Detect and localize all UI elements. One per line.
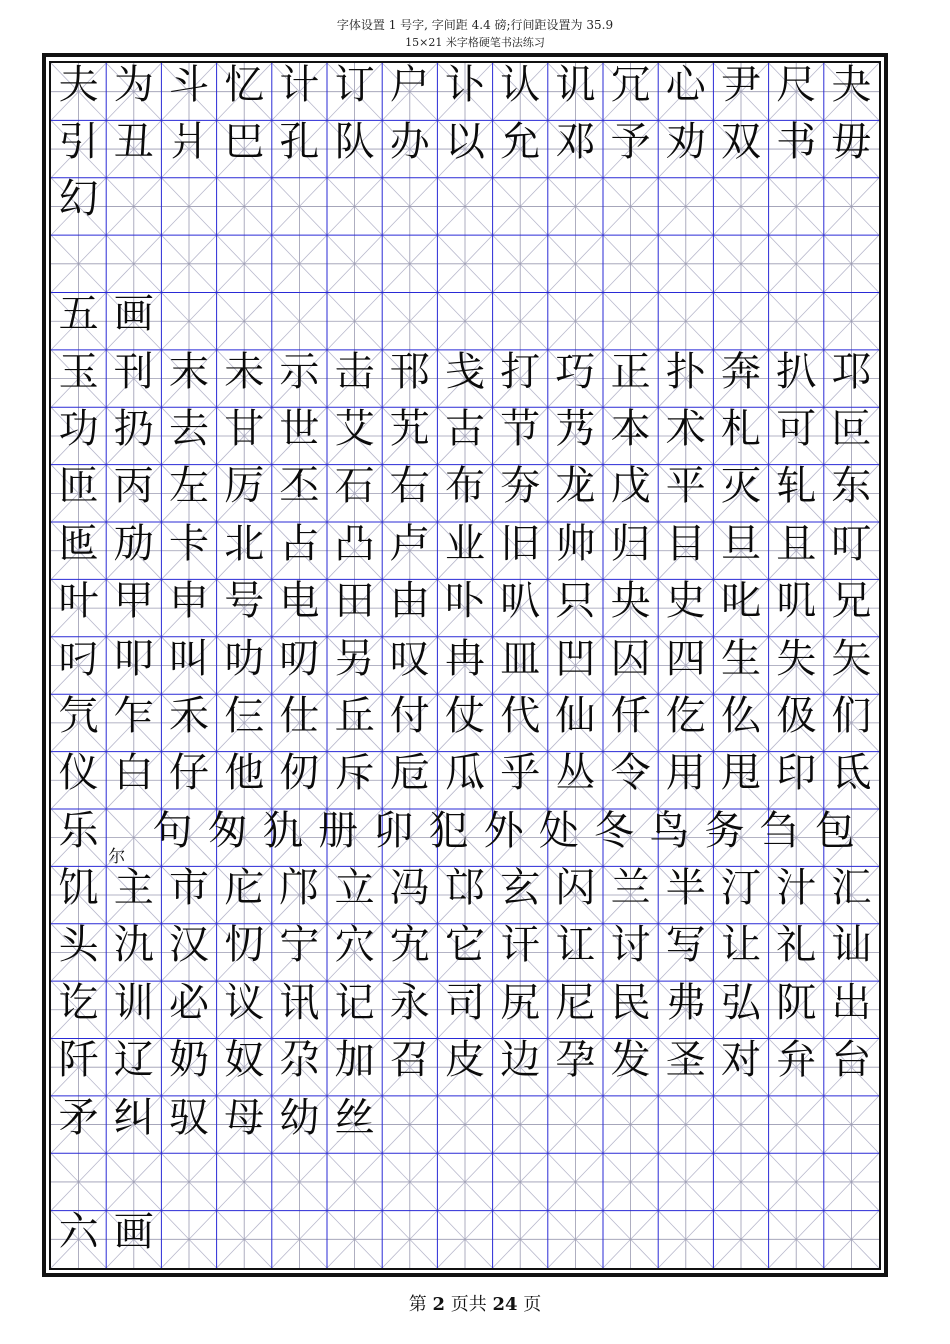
character: 电 <box>279 578 320 625</box>
character: 艾 <box>334 405 375 452</box>
character: 汇 <box>831 865 872 912</box>
character: 汁 <box>776 865 817 912</box>
character: 禾 <box>169 692 209 739</box>
character: 头 <box>58 922 99 969</box>
character: 出 <box>831 979 872 1026</box>
character: 艿 <box>555 405 596 452</box>
character: 务 <box>704 807 745 854</box>
character: 斥 <box>334 750 375 797</box>
character: 旦 <box>721 520 761 567</box>
character: 邙 <box>445 865 485 912</box>
character: 纠 <box>113 1094 154 1141</box>
character: 归 <box>610 520 651 567</box>
character: 毋 <box>831 119 872 166</box>
character: 丕 <box>279 463 320 510</box>
character: 丑 <box>113 119 154 166</box>
character: 功 <box>58 405 99 452</box>
character: 业 <box>445 520 485 567</box>
character: 玉 <box>58 348 99 395</box>
character: 节 <box>500 405 541 452</box>
character: 办 <box>389 119 430 166</box>
character: 丙 <box>113 463 154 510</box>
character: 央 <box>610 578 651 625</box>
character: 汀 <box>721 865 761 912</box>
character: 代 <box>500 692 541 739</box>
character: 孔 <box>279 119 320 166</box>
character: 巴 <box>224 119 265 166</box>
character: 叶 <box>58 578 99 625</box>
character: 扔 <box>113 405 154 452</box>
small-character: 尔 <box>108 847 126 868</box>
character: 乎 <box>500 750 541 797</box>
character: 乐 <box>58 807 99 854</box>
character: 用 <box>665 750 706 797</box>
character: 让 <box>721 922 761 969</box>
character: 司 <box>445 979 485 1026</box>
character: 北 <box>224 520 265 567</box>
character: 宁 <box>279 922 320 969</box>
character: 布 <box>445 463 485 510</box>
character: 讥 <box>555 61 596 108</box>
character: 正 <box>610 348 651 395</box>
character: 凸 <box>334 520 375 567</box>
character: 世 <box>279 405 320 452</box>
character: 丛 <box>555 750 596 797</box>
character: 号 <box>224 578 265 625</box>
character: 犰 <box>262 807 303 854</box>
character: 生 <box>721 635 761 682</box>
character: 伋 <box>776 692 817 739</box>
character: 示 <box>279 348 320 395</box>
character: 发 <box>610 1037 651 1084</box>
character: 户 <box>389 61 430 108</box>
character: 田 <box>334 578 375 625</box>
character: 议 <box>224 979 265 1026</box>
character: 匜 <box>58 520 99 567</box>
character: 皿 <box>500 635 541 682</box>
character: 邛 <box>831 348 872 395</box>
character: 瓜 <box>445 750 485 797</box>
character: 石 <box>334 463 375 510</box>
character: 阡 <box>58 1037 99 1084</box>
character: 双 <box>721 119 761 166</box>
character: 讣 <box>445 61 485 108</box>
character: 台 <box>831 1037 872 1084</box>
character: 击 <box>334 348 375 395</box>
character: 印 <box>776 750 817 797</box>
character: 队 <box>334 119 375 166</box>
character: 末 <box>169 348 209 395</box>
character: 艽 <box>389 405 430 452</box>
character: 失 <box>776 635 817 682</box>
character: 忆 <box>224 61 265 108</box>
character: 巧 <box>555 348 596 395</box>
character: 打 <box>500 348 541 395</box>
character: 幻 <box>58 176 99 223</box>
character: 夫 <box>58 61 99 108</box>
character: 占 <box>279 520 320 567</box>
character: 仗 <box>445 692 485 739</box>
character: 仟 <box>610 692 651 739</box>
character: 画 <box>113 291 154 338</box>
footer-middle: 页共 <box>450 1294 487 1315</box>
character: 付 <box>389 692 430 739</box>
character: 术 <box>665 405 706 452</box>
character: 认 <box>500 61 541 108</box>
character: 忉 <box>224 922 265 969</box>
character: 帅 <box>555 520 596 567</box>
character: 民 <box>610 979 651 1026</box>
character: 仨 <box>224 692 265 739</box>
character: 甘 <box>224 405 265 452</box>
character: 卡 <box>169 520 209 567</box>
character: 他 <box>224 750 265 797</box>
character: 计 <box>279 61 320 108</box>
character: 尺 <box>776 61 817 108</box>
character: 立 <box>334 865 375 912</box>
character: 母 <box>224 1094 265 1141</box>
character: 古 <box>445 405 485 452</box>
character: 仫 <box>721 692 761 739</box>
character: 叼 <box>58 635 99 682</box>
character: 辽 <box>113 1037 154 1084</box>
character: 凹 <box>555 635 596 682</box>
character: 叩 <box>113 635 154 682</box>
character: 卢 <box>389 520 430 567</box>
character: 弁 <box>776 1037 817 1084</box>
character: 平 <box>665 463 706 510</box>
character: 匝 <box>58 463 99 510</box>
character: 处 <box>538 807 579 854</box>
character: 五 <box>58 291 99 338</box>
character: 叭 <box>500 578 541 625</box>
character: 矛 <box>58 1094 99 1141</box>
character: 冯 <box>389 865 430 912</box>
character: 可 <box>776 405 817 452</box>
character: 冗 <box>610 61 651 108</box>
character: 市 <box>169 865 209 912</box>
character: 画 <box>113 1209 154 1256</box>
character: 礼 <box>776 922 817 969</box>
character: 为 <box>113 61 154 108</box>
character: 戊 <box>610 463 651 510</box>
character: 召 <box>389 1037 430 1084</box>
character: 永 <box>389 979 430 1026</box>
character: 穴 <box>334 922 375 969</box>
character: 乍 <box>113 692 154 739</box>
character: 叹 <box>389 635 430 682</box>
footer-current-page: 2 <box>432 1294 445 1315</box>
character: 且 <box>776 520 817 567</box>
character: 叽 <box>776 578 817 625</box>
character: 夬 <box>831 61 872 108</box>
character: 讨 <box>610 922 651 969</box>
character: 汉 <box>169 922 209 969</box>
character: 爿 <box>169 119 209 166</box>
character: 厉 <box>224 463 265 510</box>
character: 史 <box>665 578 706 625</box>
character: 驭 <box>169 1094 209 1141</box>
character: 矢 <box>831 635 872 682</box>
character: 宄 <box>389 922 430 969</box>
character: 甲 <box>113 578 154 625</box>
character: 冬 <box>594 807 635 854</box>
character: 邓 <box>555 119 596 166</box>
character: 由 <box>389 578 430 625</box>
character: 弗 <box>665 979 706 1026</box>
character: 冉 <box>445 635 485 682</box>
character: 甩 <box>721 750 761 797</box>
character: 奶 <box>169 1037 209 1084</box>
character: 引 <box>58 119 99 166</box>
footer-suffix: 页 <box>523 1294 542 1315</box>
character: 兄 <box>831 578 872 625</box>
character: 仙 <box>555 692 596 739</box>
character: 玄 <box>500 865 541 912</box>
character: 册 <box>318 807 359 854</box>
character: 加 <box>334 1037 375 1084</box>
character: 轧 <box>776 463 817 510</box>
character: 讦 <box>500 922 541 969</box>
character: 圣 <box>665 1037 706 1084</box>
character: 饥 <box>58 865 99 912</box>
character: 六 <box>58 1209 99 1256</box>
character: 边 <box>500 1037 541 1084</box>
character: 半 <box>665 865 706 912</box>
character: 令 <box>610 750 651 797</box>
character: 主 <box>113 865 154 912</box>
character: 邗 <box>389 348 430 395</box>
character: 以 <box>445 119 485 166</box>
character: 必 <box>169 979 209 1026</box>
character: 训 <box>113 979 154 1026</box>
character: 卟 <box>445 578 485 625</box>
character: 卮 <box>389 750 430 797</box>
character: 孕 <box>555 1037 596 1084</box>
character: 仪 <box>58 750 99 797</box>
character: 另 <box>334 635 375 682</box>
character: 本 <box>610 405 651 452</box>
footer-prefix: 第 <box>408 1294 427 1315</box>
character: 讧 <box>555 922 596 969</box>
character: 尻 <box>500 979 541 1026</box>
character: 氐 <box>831 750 872 797</box>
character: 犯 <box>428 807 469 854</box>
character: 氕 <box>58 692 99 739</box>
character: 札 <box>721 405 761 452</box>
character: 劢 <box>113 520 154 567</box>
character: 弘 <box>721 979 761 1026</box>
character: 叱 <box>721 578 761 625</box>
page-footer <box>0 1290 950 1316</box>
character: 囚 <box>610 635 651 682</box>
character: 灭 <box>721 463 761 510</box>
character: 尕 <box>279 1037 320 1084</box>
character: 丝 <box>334 1094 375 1141</box>
character: 去 <box>169 405 209 452</box>
header-line-2: 15×21 米字格硬笔书法练习 <box>405 36 545 49</box>
character: 奴 <box>224 1037 265 1084</box>
character: 尼 <box>555 979 596 1026</box>
character: 仔 <box>169 750 209 797</box>
character: 夯 <box>500 463 541 510</box>
character: 包 <box>814 807 855 854</box>
character: 心 <box>665 61 706 108</box>
character: 幼 <box>279 1094 320 1141</box>
character: 扑 <box>665 348 706 395</box>
character: 仕 <box>279 692 320 739</box>
character: 四 <box>665 635 706 682</box>
character: 闪 <box>555 865 596 912</box>
character: 讪 <box>831 922 872 969</box>
character: 叮 <box>831 520 872 567</box>
character-rows <box>51 63 879 1268</box>
character: 奔 <box>721 348 761 395</box>
character: 仞 <box>279 750 320 797</box>
character: 白 <box>113 750 154 797</box>
character: 氿 <box>113 922 154 969</box>
character: 外 <box>483 807 524 854</box>
character: 庀 <box>224 865 265 912</box>
character: 阢 <box>776 979 817 1026</box>
character: 戋 <box>445 348 485 395</box>
character: 皮 <box>445 1037 485 1084</box>
character: 讫 <box>58 979 99 1026</box>
character: 们 <box>831 692 872 739</box>
character: 鸟 <box>649 807 690 854</box>
character: 刍 <box>759 807 800 854</box>
character: 右 <box>389 463 430 510</box>
character: 申 <box>169 578 209 625</box>
character: 讯 <box>279 979 320 1026</box>
character: 丘 <box>334 692 375 739</box>
character: 叫 <box>169 635 209 682</box>
character: 仡 <box>665 692 706 739</box>
footer-total-pages: 24 <box>492 1294 518 1315</box>
character: 邝 <box>279 865 320 912</box>
character: 写 <box>665 922 706 969</box>
character: 记 <box>334 979 375 1026</box>
character: 扒 <box>776 348 817 395</box>
character: 叻 <box>224 635 265 682</box>
character: 叵 <box>831 405 872 452</box>
header-line-1: 字体设置 1 号字, 字间距 4.4 磅;行间距设置为 35.9 <box>336 18 614 32</box>
character: 予 <box>610 119 651 166</box>
character: 旧 <box>500 520 541 567</box>
character: 对 <box>721 1037 761 1084</box>
character: 左 <box>169 463 209 510</box>
character: 只 <box>555 578 596 625</box>
character: 书 <box>776 119 817 166</box>
character: 叨 <box>279 635 320 682</box>
character: 卯 <box>373 807 414 854</box>
character: 目 <box>665 520 706 567</box>
character: 尹 <box>721 61 761 108</box>
character: 订 <box>334 61 375 108</box>
character: 兰 <box>610 865 651 912</box>
character: 龙 <box>555 463 596 510</box>
character: 劝 <box>665 119 706 166</box>
character: 东 <box>831 463 872 510</box>
character: 匆 <box>207 807 248 854</box>
character: 斗 <box>169 61 209 108</box>
character: 它 <box>445 922 485 969</box>
character: 刊 <box>113 348 154 395</box>
character: 允 <box>500 119 541 166</box>
character: 句 <box>152 807 193 854</box>
character: 未 <box>224 348 265 395</box>
